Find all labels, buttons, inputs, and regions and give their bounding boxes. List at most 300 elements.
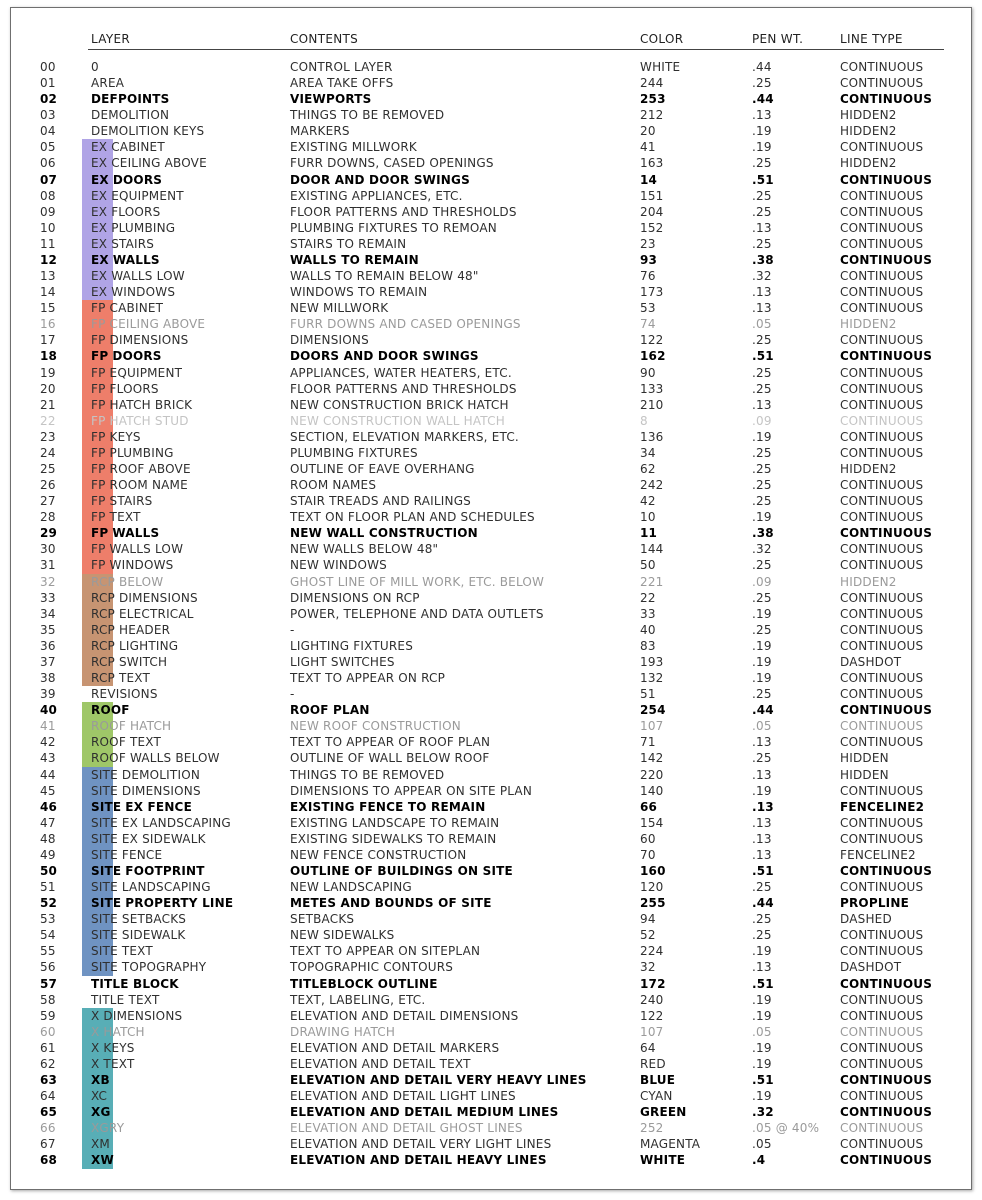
table-header: [0, 32, 982, 48]
layer-pen-weight: .13: [752, 831, 772, 846]
layer-contents: EXISTING MILLWORK: [290, 140, 417, 155]
layer-prefix: RCP: [91, 671, 115, 686]
layer-name-cell: [91, 734, 161, 750]
table-row: [0, 75, 982, 91]
layer-name: WINDOWS: [109, 558, 174, 573]
layer-line-type: CONTINUOUS: [840, 815, 924, 830]
layer-contents: NEW LANDSCAPING: [290, 880, 412, 895]
layer-contents: WALLS TO REMAIN BELOW 48": [290, 269, 479, 284]
layer-number: 52: [40, 896, 58, 911]
layer-line-type: CONTINUOUS: [840, 285, 924, 300]
layer-prefix: FP: [91, 317, 106, 332]
layer-pen-weight: .19: [752, 124, 772, 139]
layer-number: 54: [40, 928, 56, 943]
table-row: [0, 815, 982, 831]
layer-name-cell: [91, 911, 186, 927]
layer-name: EQUIPMENT: [109, 365, 183, 380]
layer-contents: -: [290, 687, 295, 702]
layer-name-cell: [91, 702, 130, 718]
layer-number: 15: [40, 301, 56, 316]
layer-number: 20: [40, 381, 56, 396]
layer-name-cell: [91, 1088, 107, 1104]
layer-color: 240: [640, 992, 664, 1007]
layer-name: AREA: [91, 76, 125, 91]
layer-name-cell: [91, 284, 175, 300]
layer-name: CEILING ABOVE: [111, 156, 207, 171]
layer-line-type: CONTINUOUS: [840, 60, 924, 74]
layer-name-cell: [91, 1008, 182, 1024]
table-row: [0, 976, 982, 992]
layer-line-type: CONTINUOUS: [840, 204, 924, 219]
layer-color: 140: [640, 783, 664, 798]
table-row: [0, 332, 982, 348]
layer-name: TEXT: [109, 510, 141, 525]
layer-color: 152: [640, 220, 664, 235]
layer-contents: NEW MILLWORK: [290, 301, 389, 316]
layer-prefix: XC: [91, 1089, 108, 1104]
layer-prefix: RCP: [91, 590, 115, 605]
layer-color: 50: [640, 558, 656, 573]
layer-pen-weight: .19: [752, 654, 772, 669]
table-row: [0, 879, 982, 895]
header-pen-weight: PEN WT.: [752, 32, 804, 46]
layer-contents: DOOR AND DOOR SWINGS: [290, 172, 470, 187]
layer-number: 46: [40, 799, 58, 814]
layer-name-cell: [91, 1104, 111, 1120]
layer-pen-weight: .44: [752, 896, 774, 911]
layer-name: ROOF ABOVE: [109, 462, 191, 476]
layer-contents: ELEVATION AND DETAIL LIGHT LINES: [290, 1089, 516, 1104]
layer-number: 56: [40, 960, 56, 975]
layer-name-cell: [91, 461, 191, 477]
layer-number: 45: [40, 783, 56, 798]
layer-prefix: FP: [91, 413, 106, 428]
layer-line-type: HIDDEN2: [840, 462, 897, 476]
layer-contents: NEW FENCE CONSTRUCTION: [290, 847, 467, 862]
layer-name-cell: [91, 767, 200, 783]
layer-name: REVISIONS: [91, 687, 158, 702]
layer-number: 12: [40, 252, 58, 267]
layer-color: 53: [640, 301, 656, 316]
layer-prefix: SITE: [91, 783, 118, 798]
layer-contents: TEXT TO APPEAR OF ROOF PLAN: [290, 735, 491, 750]
layer-pen-weight: .32: [752, 542, 772, 557]
layer-name: WALLS: [112, 526, 160, 541]
layer-name-cell: [91, 155, 207, 171]
layer-pen-weight: .51: [752, 349, 774, 364]
layer-prefix: FP: [91, 462, 106, 476]
layer-line-type: CONTINUOUS: [840, 429, 924, 444]
layer-name-cell: [91, 799, 192, 815]
layer-number: 33: [40, 590, 56, 605]
table-row: [0, 91, 982, 107]
layer-prefix: XG: [91, 1105, 111, 1120]
layer-color: 20: [640, 124, 656, 139]
layer-number: 38: [40, 671, 56, 686]
layer-pen-weight: .25: [752, 445, 772, 460]
layer-pen-weight: .25: [752, 156, 772, 171]
layer-name-cell: [91, 172, 162, 188]
layer-name-cell: [91, 397, 192, 413]
layer-line-type: CONTINUOUS: [840, 478, 924, 493]
layer-prefix: RCP: [91, 638, 115, 653]
layer-pen-weight: .25: [752, 478, 772, 493]
layer-pen-weight: .38: [752, 526, 774, 541]
layer-line-type: CONTINUOUS: [840, 735, 924, 750]
layer-contents: POWER, TELEPHONE AND DATA OUTLETS: [290, 606, 544, 621]
layer-contents: TEXT, LABELING, ETC.: [290, 992, 426, 1007]
layer-name: TEXT: [118, 671, 151, 686]
layer-line-type: CONTINUOUS: [840, 944, 924, 959]
layer-pen-weight: .13: [752, 960, 772, 975]
layer-prefix: FP: [91, 478, 106, 493]
layer-contents: WINDOWS TO REMAIN: [290, 285, 428, 300]
layer-pen-weight: .19: [752, 783, 772, 798]
layer-line-type: CONTINUOUS: [840, 349, 933, 364]
layer-name: TEXT: [103, 1056, 135, 1071]
layer-name-cell: [91, 622, 170, 638]
layer-contents: NEW CONSTRUCTION BRICK HATCH: [290, 397, 509, 412]
layer-color: 23: [640, 236, 656, 251]
layer-pen-weight: .05: [752, 719, 772, 734]
table-row: [0, 911, 982, 927]
layer-number: 00: [40, 60, 56, 74]
layer-prefix: EX: [91, 156, 108, 171]
layer-pen-weight: .44: [752, 92, 774, 107]
layer-name-cell: [91, 188, 184, 204]
layer-name-cell: [91, 268, 185, 284]
layer-contents: MARKERS: [290, 124, 350, 139]
layer-pen-weight: .51: [752, 976, 774, 991]
layer-pen-weight: .19: [752, 140, 772, 155]
layer-pen-weight: .25: [752, 912, 772, 927]
layer-pen-weight: .13: [752, 108, 772, 123]
layer-number: 31: [40, 558, 56, 573]
layer-prefix: SITE: [91, 799, 122, 814]
layer-name: DIMENSIONS: [109, 333, 189, 348]
layer-color: 212: [640, 108, 664, 123]
layer-pen-weight: .09: [752, 413, 772, 428]
layer-contents: FURR DOWNS, CASED OPENINGS: [290, 156, 494, 171]
layer-number: 21: [40, 397, 56, 412]
layer-color: 193: [640, 654, 664, 669]
table-row: [0, 767, 982, 783]
layer-pen-weight: .13: [752, 735, 772, 750]
table-row: [0, 847, 982, 863]
layer-name: TEXT: [121, 944, 153, 959]
layer-name-cell: [91, 992, 160, 1008]
layer-color: CYAN: [640, 1089, 673, 1104]
layer-contents: EXISTING SIDEWALKS TO REMAIN: [290, 831, 497, 846]
layer-prefix: SITE: [91, 896, 122, 911]
layer-prefix: FP: [91, 365, 106, 380]
layer-line-type: CONTINUOUS: [840, 76, 924, 91]
layer-number: 29: [40, 526, 58, 541]
layer-number: 37: [40, 654, 56, 669]
table-row: [0, 943, 982, 959]
layer-number: 63: [40, 1073, 58, 1088]
layer-color: 32: [640, 960, 656, 975]
layer-color: 204: [640, 204, 664, 219]
layer-line-type: CONTINUOUS: [840, 783, 924, 798]
layer-pen-weight: .05: [752, 1137, 772, 1152]
layer-name-cell: [91, 1136, 110, 1152]
layer-line-type: DASHDOT: [840, 960, 902, 975]
layer-line-type: HIDDEN2: [840, 124, 897, 139]
layer-pen-weight: .25: [752, 751, 772, 766]
layer-line-type: CONTINUOUS: [840, 397, 924, 412]
layer-color: 220: [640, 767, 664, 782]
layer-name: HATCH STUD: [109, 413, 189, 428]
layer-name-cell: [91, 413, 189, 429]
layer-prefix: RCP: [91, 606, 115, 621]
layer-contents: ELEVATION AND DETAIL VERY LIGHT LINES: [290, 1137, 552, 1152]
layer-number: 02: [40, 92, 58, 107]
layer-pen-weight: .13: [752, 397, 772, 412]
layer-color: 33: [640, 606, 656, 621]
table-row: [0, 107, 982, 123]
layer-pen-weight: .13: [752, 285, 772, 300]
layer-pen-weight: .25: [752, 236, 772, 251]
layer-number: 62: [40, 1056, 56, 1071]
table-row: [0, 574, 982, 590]
layer-name: SETBACKS: [121, 912, 187, 927]
table-row: [0, 155, 982, 171]
layer-contents: TITLEBLOCK OUTLINE: [290, 976, 438, 991]
table-row: [0, 654, 982, 670]
layer-color: 133: [640, 381, 664, 396]
layer-line-type: HIDDEN2: [840, 317, 897, 332]
table-row: [0, 204, 982, 220]
layer-line-type: CONTINUOUS: [840, 1024, 924, 1039]
layer-name: WALLS BELOW: [129, 751, 220, 766]
layer-name: DEFPOINTS: [91, 92, 170, 107]
layer-color: 244: [640, 76, 664, 91]
layer-number: 47: [40, 815, 56, 830]
layer-name: HEADER: [118, 622, 171, 637]
layer-line-type: CONTINUOUS: [840, 992, 924, 1007]
layer-color: 221: [640, 574, 664, 589]
table-row: [0, 525, 982, 541]
layer-name: CABINET: [111, 140, 165, 155]
layer-line-type: HIDDEN: [840, 751, 889, 766]
layer-pen-weight: .19: [752, 1089, 772, 1104]
layer-contents: STAIR TREADS AND RAILINGS: [290, 494, 472, 509]
layer-name: CABINET: [109, 301, 164, 316]
layer-prefix: SITE: [91, 912, 118, 927]
layer-number: 64: [40, 1089, 56, 1104]
table-row: [0, 268, 982, 284]
layer-prefix: RCP: [91, 574, 115, 589]
layer-line-type: CONTINUOUS: [840, 976, 933, 991]
table-row: [0, 300, 982, 316]
layer-color: 52: [640, 928, 656, 943]
layer-prefix: ROOF: [91, 751, 126, 766]
layer-contents: NEW WALL CONSTRUCTION: [290, 526, 478, 541]
layer-pen-weight: .19: [752, 992, 772, 1007]
layer-line-type: CONTINUOUS: [840, 703, 933, 718]
layer-number: 06: [40, 156, 56, 171]
layer-color: 83: [640, 638, 656, 653]
layer-name-cell: [91, 654, 167, 670]
layer-line-type: CONTINUOUS: [840, 333, 924, 348]
layer-number: 13: [40, 269, 56, 284]
layer-color: RED: [640, 1056, 666, 1071]
layer-line-type: CONTINUOUS: [840, 622, 924, 637]
table-row: [0, 397, 982, 413]
layer-contents: ROOF PLAN: [290, 703, 370, 718]
layer-contents: OUTLINE OF WALL BELOW ROOF: [290, 751, 490, 766]
layer-name: TITLE BLOCK: [91, 976, 179, 991]
layer-contents: ELEVATION AND DETAIL MARKERS: [290, 1040, 500, 1055]
layer-name-cell: [91, 509, 141, 525]
table-row: [0, 509, 982, 525]
layer-contents: LIGHT SWITCHES: [290, 654, 395, 669]
layer-name-cell: [91, 139, 165, 155]
layer-line-type: CONTINUOUS: [840, 140, 924, 155]
layer-contents: NEW WALLS BELOW 48": [290, 542, 439, 557]
table-row: [0, 188, 982, 204]
layer-line-type: CONTINUOUS: [840, 671, 924, 686]
layer-contents: EXISTING FENCE TO REMAIN: [290, 799, 486, 814]
layer-color: 76: [640, 269, 656, 284]
layer-pen-weight: .25: [752, 622, 772, 637]
layer-color: 242: [640, 478, 664, 493]
layer-pen-weight: .13: [752, 799, 774, 814]
layer-name-cell: [91, 831, 206, 847]
layer-number: 39: [40, 687, 56, 702]
layer-name: ROOM NAME: [109, 478, 188, 493]
layer-prefix: FP: [91, 494, 106, 509]
layer-color: 8: [640, 413, 648, 428]
layer-contents: ELEVATION AND DETAIL VERY HEAVY LINES: [290, 1073, 587, 1088]
layer-line-type: CONTINUOUS: [840, 928, 924, 943]
layer-color: 254: [640, 703, 666, 718]
layer-number: 24: [40, 445, 56, 460]
layer-prefix: X: [91, 1008, 100, 1023]
layer-name-cell: [91, 123, 204, 139]
layer-color: 11: [640, 526, 658, 541]
layer-name: KEYS: [103, 1040, 135, 1055]
layer-number: 09: [40, 204, 56, 219]
layer-prefix: X: [91, 1040, 100, 1055]
table-row: [0, 670, 982, 686]
layer-contents: GHOST LINE OF MILL WORK, ETC. BELOW: [290, 574, 545, 589]
layer-name: WALLS LOW: [109, 542, 184, 557]
layer-contents: NEW SIDEWALKS: [290, 928, 395, 943]
layer-contents: ELEVATION AND DETAIL TEXT: [290, 1056, 471, 1071]
layer-contents: SECTION, ELEVATION MARKERS, ETC.: [290, 429, 519, 444]
layer-color: 42: [640, 494, 656, 509]
layer-contents: NEW WINDOWS: [290, 558, 387, 573]
layer-pen-weight: .51: [752, 172, 774, 187]
layer-line-type: CONTINUOUS: [840, 1008, 924, 1023]
layer-name: EX SIDEWALK: [121, 831, 206, 846]
layer-pen-weight: .25: [752, 188, 772, 203]
layer-pen-weight: .19: [752, 510, 772, 525]
table-row: [0, 831, 982, 847]
layer-prefix: EX: [91, 204, 108, 219]
table-row: [0, 461, 982, 477]
layer-line-type: CONTINUOUS: [840, 638, 924, 653]
layer-line-type: CONTINUOUS: [840, 381, 924, 396]
layer-number: 18: [40, 349, 58, 364]
layer-name: EX LANDSCAPING: [121, 815, 231, 830]
layer-line-type: FENCELINE2: [840, 847, 916, 862]
layer-name-cell: [91, 606, 194, 622]
layer-prefix: SITE: [91, 944, 118, 959]
layer-color: WHITE: [640, 1153, 686, 1168]
layer-prefix: EX: [91, 285, 108, 300]
layer-pen-weight: .13: [752, 767, 772, 782]
layer-prefix: SITE: [91, 864, 122, 878]
table-row: [0, 1024, 982, 1040]
layer-pen-weight: .13: [752, 220, 772, 235]
layer-contents: ELEVATION AND DETAIL MEDIUM LINES: [290, 1105, 559, 1120]
layer-number: 60: [40, 1024, 56, 1039]
layer-number: 04: [40, 124, 56, 139]
table-row: [0, 1136, 982, 1152]
layer-color: 10: [640, 510, 656, 525]
layer-name-cell: [91, 1072, 110, 1088]
layer-contents: DIMENSIONS TO APPEAR ON SITE PLAN: [290, 783, 533, 798]
layer-name-cell: [91, 381, 159, 397]
layer-number: 61: [40, 1040, 56, 1055]
layer-name-cell: [91, 236, 154, 252]
layer-name: HATCH BRICK: [109, 397, 193, 412]
layer-line-type: DASHED: [840, 912, 892, 927]
layer-prefix: FP: [91, 301, 106, 316]
layer-pen-weight: .25: [752, 687, 772, 702]
layer-prefix: SITE: [91, 847, 118, 862]
layer-name: FENCE: [121, 847, 163, 862]
layer-prefix: XW: [91, 1153, 114, 1168]
layer-number: 40: [40, 703, 58, 718]
layer-line-type: PROPLINE: [840, 896, 909, 911]
layer-line-type: CONTINUOUS: [840, 1056, 924, 1071]
layer-name: DOORS: [112, 349, 162, 364]
layer-name: STAIRS: [111, 236, 155, 251]
layer-contents: WALLS TO REMAIN: [290, 252, 419, 267]
layer-name-cell: [91, 1152, 114, 1168]
table-row: [0, 1104, 982, 1120]
layer-pen-weight: .05: [752, 317, 772, 332]
layer-color: 163: [640, 156, 664, 171]
layer-number: 49: [40, 847, 56, 862]
layer-line-type: CONTINUOUS: [840, 269, 924, 284]
layer-name: DIMENSIONS: [103, 1008, 183, 1023]
table-row: [0, 799, 982, 815]
layer-prefix: ROOF: [91, 703, 130, 718]
layer-name: EX FENCE: [125, 799, 192, 814]
layer-pen-weight: .25: [752, 462, 772, 476]
table-row: [0, 284, 982, 300]
layer-color: MAGENTA: [640, 1137, 701, 1152]
layer-line-type: CONTINUOUS: [840, 494, 924, 509]
layer-name: ELECTRICAL: [118, 606, 194, 621]
layer-name: FLOORS: [109, 381, 159, 396]
layer-pen-weight: .13: [752, 301, 772, 316]
layer-prefix: RCP: [91, 654, 115, 669]
layer-number: 32: [40, 574, 56, 589]
layer-name-cell: [91, 365, 182, 381]
layer-prefix: ROOF: [91, 719, 126, 734]
layer-name: PLUMBING: [109, 445, 174, 460]
layer-number: 14: [40, 285, 56, 300]
layer-contents: VIEWPORTS: [290, 92, 372, 107]
table-row: [0, 959, 982, 975]
layer-line-type: HIDDEN2: [840, 156, 897, 171]
